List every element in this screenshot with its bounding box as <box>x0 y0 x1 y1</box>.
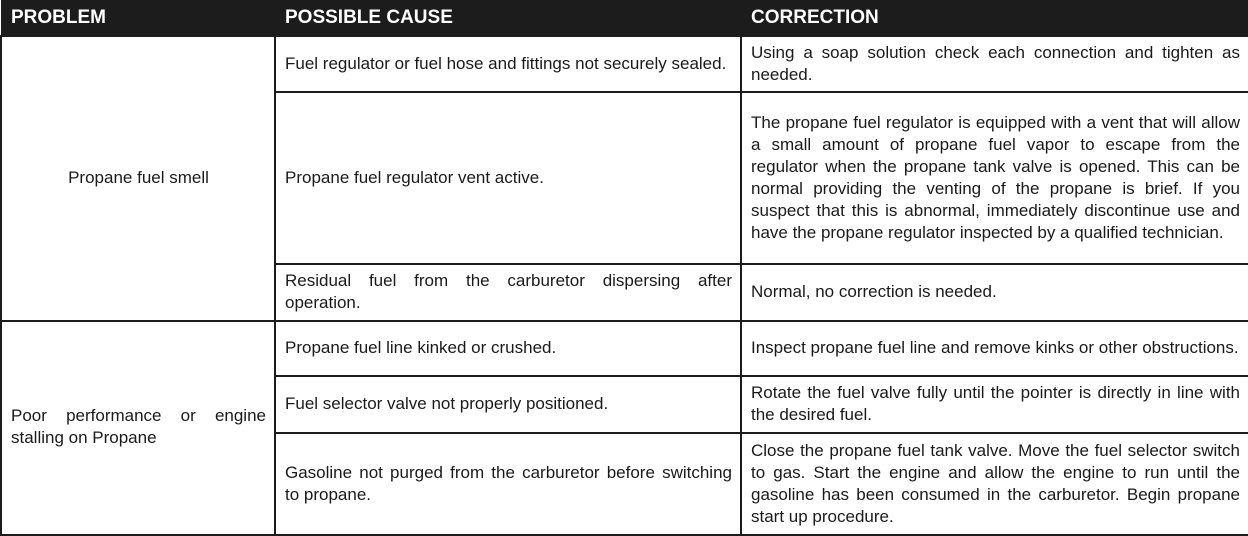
table-row <box>1 321 1248 376</box>
correction-cell: Normal, no correction is needed. <box>741 264 1248 320</box>
correction-cell: Rotate the fuel valve fully until the pointer is directly in line with the desired fuel. <box>741 376 1248 433</box>
cause-cell: Fuel selector valve not properly positioned. <box>275 376 741 433</box>
problem-cell: Propane fuel smell <box>1 36 275 321</box>
cause-cell: Gasoline not purged from the carburetor before switching to propane. <box>275 433 741 535</box>
table-body <box>1 36 1248 535</box>
cause-cell: Residual fuel from the carburetor dispersing after operation. <box>275 264 741 320</box>
correction-cell: Using a soap solution check each connection and tighten as needed. <box>741 36 1248 92</box>
correction-cell: Inspect propane fuel line and remove kinks or other obstructions. <box>741 321 1248 376</box>
header-possible-cause: POSSIBLE CAUSE <box>275 0 741 36</box>
table-row <box>1 36 1248 92</box>
correction-cell: Close the propane fuel tank valve. Move the fuel selector switch to gas. Start the engine and allow the engine to run until the gasoline has been consumed in the carburetor. Begin propane start up procedure. <box>741 433 1248 535</box>
problem-cell: Poor performance or engine stalling on Propane <box>1 321 275 535</box>
table-header <box>1 0 1248 36</box>
header-row <box>1 0 1248 36</box>
cause-cell: Propane fuel regulator vent active. <box>275 92 741 264</box>
cause-cell: Propane fuel line kinked or crushed. <box>275 321 741 376</box>
correction-cell: The propane fuel regulator is equipped with a vent that will allow a small amount of propane fuel vapor to escape from the regulator when the propane tank valve is opened. This can be normal providing the venting of the propane is brief. If you suspect that this is abnormal, immediately discontinue use and have the propane regulator inspected by a qualified technician. <box>741 92 1248 264</box>
header-problem: PROBLEM <box>1 0 275 36</box>
header-correction: CORRECTION <box>741 0 1248 36</box>
cause-cell: Fuel regulator or fuel hose and fittings not securely sealed. <box>275 36 741 92</box>
